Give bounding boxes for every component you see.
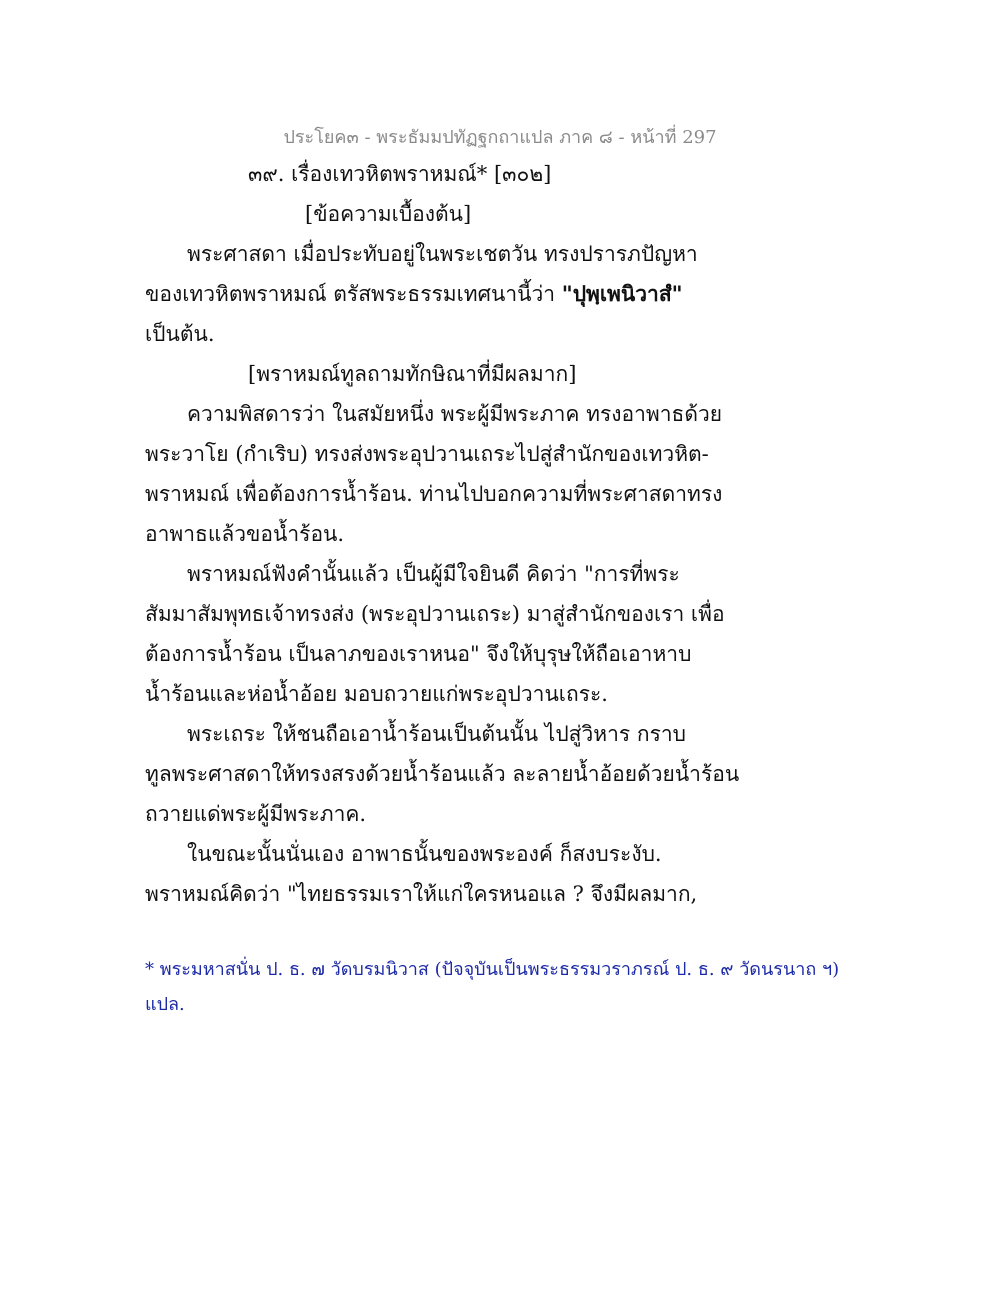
story-title: ๓๙. เรื่องเทวหิตพราหมณ์* [๓๐๒] xyxy=(248,162,552,186)
paragraph-3-line: พระเถระ ให้ชนถือเอาน้ำร้อนเป็นต้นนั้น ไปสู่วิหาร กราบ xyxy=(187,722,686,746)
paragraph-2-line: พราหมณ์ฟังคำนั้นแล้ว เป็นผู้มีใจยินดี คิดว่า "การที่พระ xyxy=(187,562,680,586)
paragraph-3-line: ถวายแด่พระผู้มีพระภาค. xyxy=(145,802,367,826)
paragraph-2-line: ต้องการน้ำร้อน เป็นลาภของเราหนอ" จึงให้บุรุษให้ถือเอาหาบ xyxy=(145,642,692,666)
paragraph-4-line: พราหมณ์คิดว่า "ไทยธรรมเราให้แก่ใครหนอแล ? จึงมีผลมาก, xyxy=(145,882,698,906)
paragraph-3-line: ทูลพระศาสดาให้ทรงสรงด้วยน้ำร้อนแล้ว ละลายน้ำอ้อยด้วยน้ำร้อน xyxy=(145,762,740,786)
paragraph-2-line: สัมมาสัมพุทธเจ้าทรงส่ง (พระอุปวานเถระ) มาสู่สำนักของเรา เพื่อ xyxy=(145,602,725,626)
opening-line-2-text: ของเทวหิตพราหมณ์ ตรัสพระธรรมเทศนานี้ว่า xyxy=(145,282,562,306)
page-header: ประโยค๓ - พระธัมมปทัฏฐกถาแปล ภาค ๘ - หน้าที่ 297 xyxy=(283,127,717,148)
paragraph-2-line: น้ำร้อนและห่อน้ำอ้อย มอบถวายแก่พระอุปวานเถระ. xyxy=(145,682,608,706)
opening-line-2 xyxy=(145,280,683,308)
opening-heading: [ข้อความเบื้องต้น] xyxy=(305,202,472,226)
opening-line-1: พระศาสดา เมื่อประทับอยู่ในพระเชตวัน ทรงปรารภปัญหา xyxy=(187,242,698,266)
story-heading: [พราหมณ์ทูลถามทักษิณาที่มีผลมาก] xyxy=(248,362,577,386)
paragraph-4-line: ในขณะนั้นนั่นเอง อาพาธนั้นของพระองค์ ก็สงบระงับ. xyxy=(187,842,662,866)
footnote-line: แปล. xyxy=(145,994,185,1015)
paragraph-1-line: พราหมณ์ เพื่อต้องการน้ำร้อน. ท่านไปบอกความที่พระศาสดาทรง xyxy=(145,482,723,506)
footnote-line: * พระมหาสนั่น ป. ธ. ๗ วัดบรมนิวาส (ปัจจุบันเป็นพระธรรมวราภรณ์ ป. ธ. ๙ วัดนรนาถ ฯ) xyxy=(145,959,840,980)
paragraph-1-line: พระวาโย (กำเริบ) ทรงส่งพระอุปวานเถระไปสู่สำนักของเทวหิต- xyxy=(145,442,709,466)
opening-line-3: เป็นต้น. xyxy=(145,322,215,346)
paragraph-1-line: อาพาธแล้วขอน้ำร้อน. xyxy=(145,522,345,546)
pali-quote: "ปุพฺเพนิวาสํ" xyxy=(561,281,683,306)
paragraph-1-line: ความพิสดารว่า ในสมัยหนึ่ง พระผู้มีพระภาค ทรงอาพาธด้วย xyxy=(187,402,723,426)
